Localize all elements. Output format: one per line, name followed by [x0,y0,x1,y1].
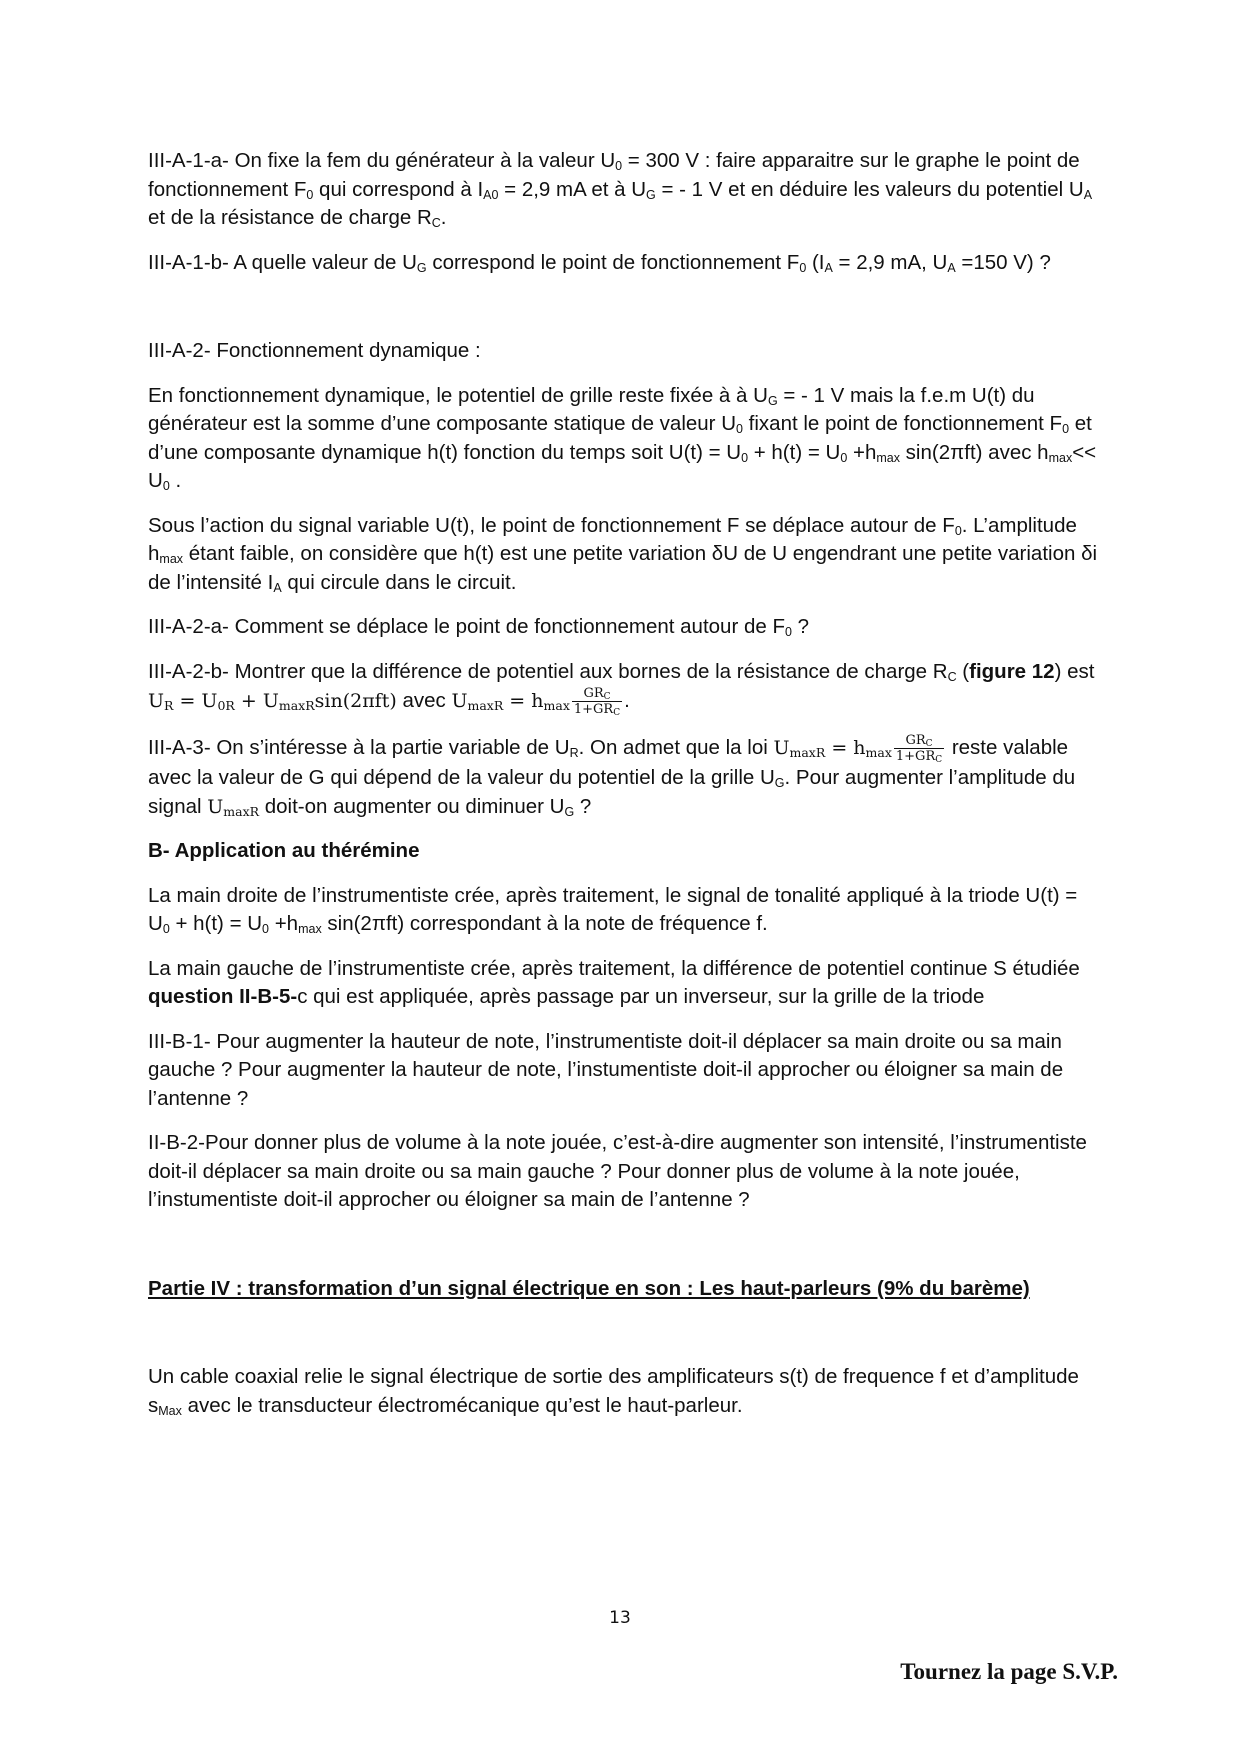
question-III-A-2-a: III-A-2-a- Comment se déplace le point de fonctionnement autour de $F_0$ ? [148,615,810,639]
left-hand-paragraph: La main gauche de l’instrumentiste crée, après traitement, la différence de potentiel continue S étudiée question II-B-5-c qui est appliquée, après passage par un inverseur, sur la grille de la triode [148,956,1080,1008]
question-III-B-1: III-B-1- Pour augmenter la hauteur de note, l’instrumentiste doit-il déplacer sa main droite ou sa main gauche ? Pour augmenter la hauteur de note, l’instumentiste doit-il approcher ou éloigner sa main de l’antenne ? [148,1029,1064,1110]
coaxial-cable-paragraph: Un cable coaxial relie le signal électrique de sortie des amplificateurs s(t) de frequence f et d’amplitude $s_{Max}$ avec le transducteur électromécanique qu’est le haut-parleur. [148,1365,1079,1418]
formula-ur: $U_R = U_{0R} + U_{maxR}\sin(2\pi ft)$ [148,689,397,713]
fraction-gain: $\frac{GR_C}{1+GR_C}$ [573,686,621,718]
signal-action-paragraph: Sous l’action du signal variable U(t), le point de fonctionnement F se déplace autour de $F_0$. L’amplitude $h_{max}$ étant faible, on considère que h(t) est une petite variation δU de U engendrant une petite variation δi de l’intensité $I_A$ qui circule dans le circuit. [148,513,1098,595]
right-hand-paragraph: La main droite de l’instrumentiste crée, après traitement, le signal de tonalité appliqué à la triode $U(t) = U_0 + h(t) = U_0 +h_{max}$ sin(2πft) correspondant à la note de fréquence f. [148,883,1078,936]
turn-page-note: Tournez la page S.V.P. [900,1659,1118,1684]
formula-umaxr-signal: $U_{maxR}$ [207,795,260,819]
page-number: 13 [609,1608,631,1628]
question-III-A-2-title: III-A-2- Fonctionnement dynamique : [148,339,481,362]
question-III-A-1-a: III-A-1-a- On fixe la fem du générateur à la valeur $U_0 = 300$ V : faire apparaitre sur le graphe le point de fonctionnement $F_0$ qui correspond à $I_{A0} = 2,9$ mA et à $U_G$ = - 1 V et en déduire les valeurs du potentiel $U_A$ et de la résistance de charge $R_C$. [148,149,1093,230]
formula-umaxr-law: $U_{maxR} = h_{max}$ [773,736,892,760]
question-III-A-1-b: III-A-1-b- A quelle valeur de $U_G$ correspond le point de fonctionnement $F_0$ ($I_A = 2,9$ mA, $U_A =150$ V) ? [148,250,1051,275]
section-b-heading: B- Application au thérémine [148,839,420,862]
dynamic-operation-paragraph: En fonctionnement dynamique, le potentiel de grille reste fixée à à $U_G$ = - 1 V mais la f.e.m U(t) du générateur est la somme d’une composante statique de valeur $U_0$ fixant le point de fonctionnement $F_0$ et d’une composante dynamique h(t) fonction du temps soit $U(t) = U_0 + h(t) = U_0 +h_{max}$ sin(2πft) avec $h_{max}<< U_0$ . [148,383,1097,493]
question-III-A-2-b: III-A-2-b- Montrer que la différence de potentiel aux bornes de la résistance de charge $R_C$ (figure 12) est $U_R = U_{0R} + U_{maxR}\sin(2\pi ft)$ avec $U_{maxR} = h_{max}$ $\frac{GR_C}{1+GR_C}$ . [148,659,1095,718]
page-content [148,147,1098,1436]
fraction-gain-2: $\frac{GR_C}{1+GR_C}$ [895,733,943,765]
partie-iv-heading: Partie IV : transformation d’un signal électrique en son : Les haut-parleurs (9% du barème) [148,1276,1030,1300]
question-II-B-2: II-B-2-Pour donner plus de volume à la note jouée, c’est-à-dire augmenter son intensité, l’instrumentiste doit-il déplacer sa main droite ou sa main gauche ? Pour donner plus de volume à la note jouée, l’instumentiste doit-il approcher ou éloigner sa main de l’antenne ? [148,1131,1087,1211]
question-III-A-3: III-A-3- On s’intéresse à la partie variable de $U_R$. On admet que la loi $U_{maxR} = h_{max}$ $\frac{GR_C}{1+GR_C}$ reste valable avec la valeur de G qui dépend de la valeur du potentiel de la grille $U_G$. Pour augmenter l’amplitude du signal $U_{maxR}$ doit-on augmenter ou diminuer $U_G$ ? [148,733,1076,819]
formula-umaxr: $U_{maxR} = h_{max}$ [451,689,570,713]
